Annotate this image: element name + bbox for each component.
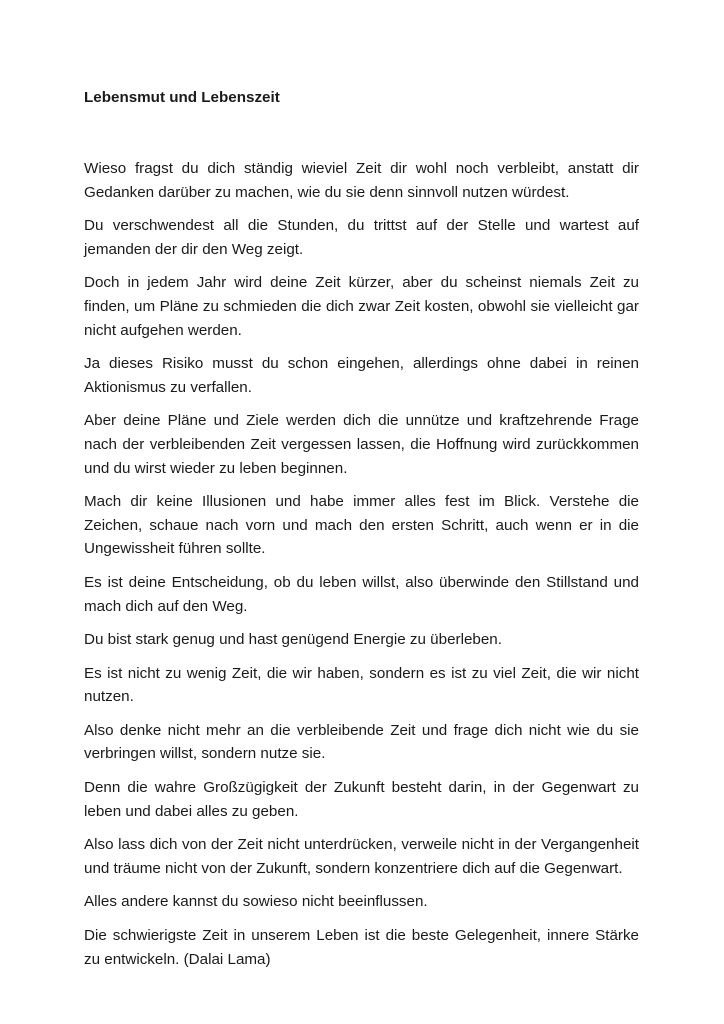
paragraph-13: Alles andere kannst du sowieso nicht beeinflussen. bbox=[84, 893, 428, 911]
paragraph-4: Ja dieses Risiko musst du schon eingehen, allerdings ohne dabei in reinen Aktionismus zu verfallen. bbox=[84, 355, 639, 396]
paragraph-8: Du bist stark genug und hast genügend Energie zu überleben. bbox=[84, 631, 502, 649]
paragraph-12: Also lass dich von der Zeit nicht unterdrücken, verweile nicht in der Vergangenheit und träume nicht von der Zukunft, sondern konzentriere dich auf die Gegenwart. bbox=[84, 836, 639, 877]
paragraph-2: Du verschwendest all die Stunden, du trittst auf der Stelle und wartest auf jemanden der dir den Weg zeigt. bbox=[84, 217, 639, 258]
paragraph-3: Doch in jedem Jahr wird deine Zeit kürzer, aber du scheinst niemals Zeit zu finden, um Pläne zu schmieden die dich zwar Zeit kosten, obwohl sie vielleicht gar nicht aufgehen werden. bbox=[84, 274, 639, 339]
paragraph-1: Wieso fragst du dich ständig wieviel Zeit dir wohl noch verbleibt, anstatt dir Gedanken darüber zu machen, wie du sie denn sinnvoll nutzen würdest. bbox=[84, 160, 639, 201]
paragraph-6: Mach dir keine Illusionen und habe immer alles fest im Blick. Verstehe die Zeichen, schaue nach vorn und mach den ersten Schritt, auch wenn er in die Ungewissheit führen sollte. bbox=[84, 493, 639, 558]
paragraph-14: Die schwierigste Zeit in unserem Leben ist die beste Gelegenheit, innere Stärke zu entwickeln. (Dalai Lama) bbox=[84, 927, 639, 968]
paragraph-10: Also denke nicht mehr an die verbleibende Zeit und frage dich nicht wie du sie verbringen willst, sondern nutze sie. bbox=[84, 721, 639, 763]
document-page bbox=[84, 86, 639, 981]
paragraph-11: Denn die wahre Großzügigkeit der Zukunft besteht darin, in der Gegenwart zu leben und dabei alles zu geben. bbox=[84, 779, 639, 820]
paragraph-7: Es ist deine Entscheidung, ob du leben willst, also überwinde den Stillstand und mach dich auf den Weg. bbox=[84, 573, 639, 615]
paragraph-9: Es ist nicht zu wenig Zeit, die wir haben, sondern es ist zu viel Zeit, die wir nicht nutzen. bbox=[84, 664, 639, 706]
document-title: Lebensmut und Lebenszeit bbox=[84, 89, 280, 106]
paragraph-5: Aber deine Pläne und Ziele werden dich die unnütze und kraftzehrende Frage nach der verbleibenden Zeit vergessen lassen, die Hoffnung wird zurückkommen und du wirst wieder zu leben beginnen. bbox=[84, 412, 639, 477]
